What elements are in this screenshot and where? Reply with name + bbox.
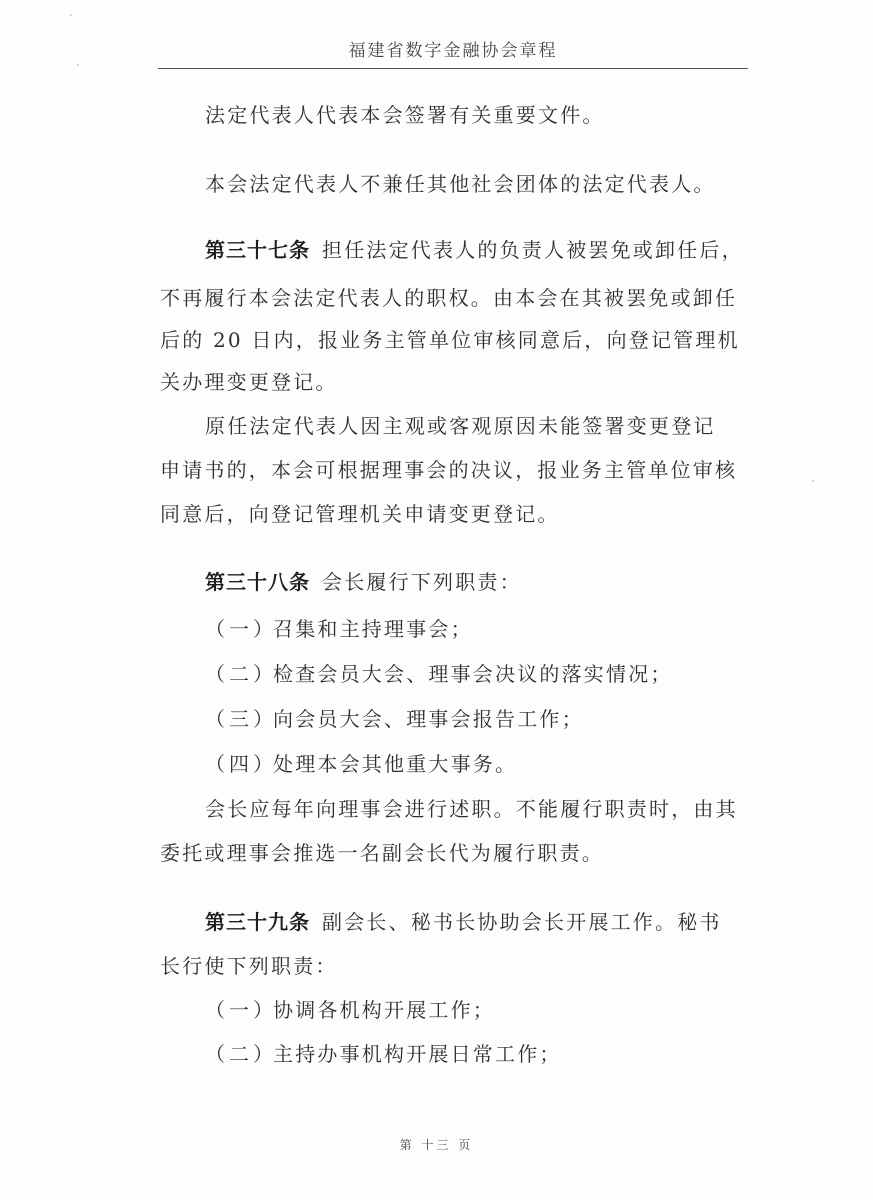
list-item: [205, 996, 795, 1024]
scan-speck: [812, 480, 814, 482]
page-number: 第 十三 页: [399, 1138, 474, 1152]
list-item: [205, 750, 795, 778]
scan-speck: [77, 64, 79, 66]
list-item-number: （三）: [205, 707, 277, 731]
paragraph-line: 长行使下列职责：: [160, 954, 338, 978]
paragraph-line: 法定代表人代表本会签署有关重要文件。: [205, 103, 605, 127]
list-item-number: （四）: [205, 752, 277, 776]
paragraph-line: 后的 20 日内，报业务主管单位审核同意后，向登记管理机: [160, 328, 740, 352]
document-header-title: 福建省数字金融协会章程: [348, 41, 558, 61]
list-item-text: 协调各机构开展工作；: [273, 998, 495, 1022]
paragraph-line: 关办理变更登记。: [160, 370, 338, 394]
list-item-text: 检查会员大会、理事会决议的落实情况；: [273, 662, 673, 686]
article-number: 第三十八条: [205, 570, 310, 594]
paragraph-line: 原任法定代表人因主观或客观原因未能签署变更登记: [205, 414, 716, 438]
paragraph-line: 申请书的，本会可根据理事会的决议，报业务主管单位审核: [160, 458, 738, 482]
paragraph-line: 同意后，向登记管理机关申请变更登记。: [160, 502, 560, 526]
article-number: 第三十七条: [205, 238, 310, 262]
article-37-first-line: [205, 236, 795, 264]
article-38-first-line: [205, 568, 795, 596]
list-item-text: 召集和主持理事会；: [273, 617, 473, 641]
header-divider: [158, 68, 748, 69]
paragraph-text: 担任法定代表人的负责人被罢免或卸任后，: [322, 238, 744, 262]
paragraph-line: 不再履行本会法定代表人的职权。由本会在其被罢免或卸任: [160, 286, 738, 310]
list-item: [205, 705, 795, 733]
article-number: 第三十九条: [205, 910, 310, 934]
scan-speck: [70, 14, 72, 16]
list-item: [205, 1040, 795, 1068]
list-item-number: （一）: [205, 998, 277, 1022]
list-item-number: （二）: [205, 662, 277, 686]
article-39-first-line: [205, 908, 795, 936]
list-item-number: （一）: [205, 617, 277, 641]
paragraph-line: 委托或理事会推选一名副会长代为履行职责。: [160, 841, 604, 865]
list-item-text: 主持办事机构开展日常工作；: [273, 1042, 562, 1066]
list-item: [205, 660, 795, 688]
paragraph-line: 本会法定代表人不兼任其他社会团体的法定代表人。: [205, 172, 716, 196]
paragraph-line: 会长应每年向理事会进行述职。不能履行职责时，由其: [205, 797, 738, 821]
list-item-number: （二）: [205, 1042, 277, 1066]
list-item: [205, 615, 795, 643]
list-item-text: 向会员大会、理事会报告工作；: [273, 707, 584, 731]
paragraph-text: 会长履行下列职责：: [322, 570, 522, 594]
paragraph-text: 副会长、秘书长协助会长开展工作。秘书: [322, 910, 722, 934]
list-item-text: 处理本会其他重大事务。: [273, 752, 518, 776]
